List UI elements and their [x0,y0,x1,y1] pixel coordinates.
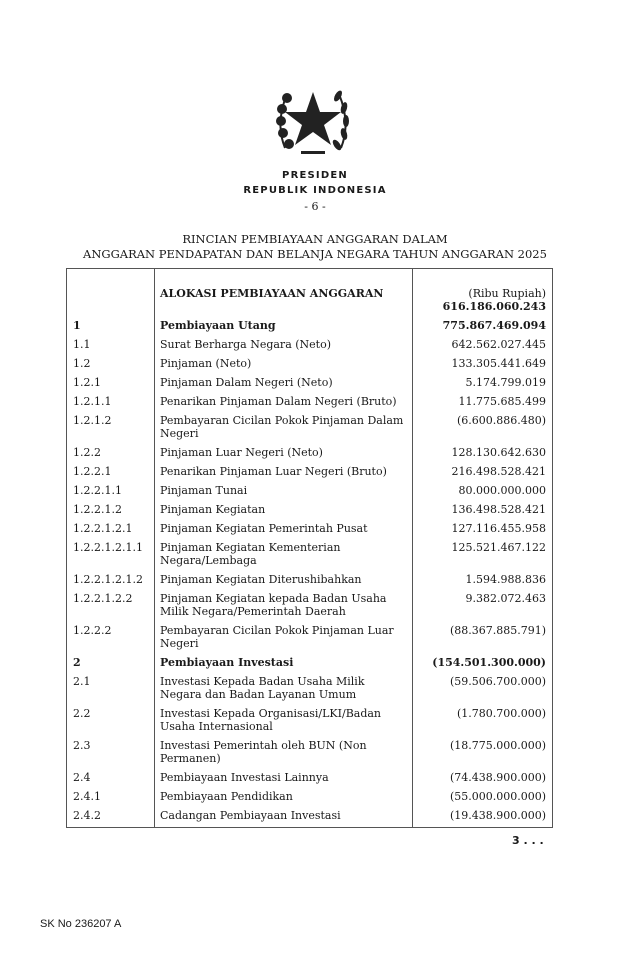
row-desc: Pinjaman Kegiatan Pemerintah Pusat [155,521,413,540]
row-value: 136.498.528.421 [413,502,553,521]
row-code: 2.4.2 [67,808,155,828]
row-code: 1.2.2.1.2.2 [67,591,155,623]
row-code: 1 [67,318,155,337]
row-desc: Pinjaman Kegiatan kepada Badan Usaha Milik Negara/Pemerintah Daerah [155,591,413,623]
table-row [67,337,553,356]
row-desc: Pembiayaan Utang [155,318,413,337]
table-row [67,464,553,483]
row-value: 133.305.441.649 [413,356,553,375]
row-value: (154.501.300.000) [413,655,553,674]
garuda-star-emblem-icon [271,78,355,162]
sk-number: SK No 236207 A [40,918,122,930]
row-desc: Pinjaman Dalam Negeri (Neto) [155,375,413,394]
header-republic: REPUBLIK INDONESIA [243,185,387,196]
row-code: 1.2.1.1 [67,394,155,413]
row-value: (59.506.700.000) [413,674,553,706]
row-value: (1.780.700.000) [413,706,553,738]
page-number: - 6 - [304,200,326,213]
row-desc: Pembiayaan Investasi [155,655,413,674]
row-code: 1.2.1 [67,375,155,394]
row-value: 9.382.072.463 [413,591,553,623]
table-row [67,502,553,521]
table-row [67,375,553,394]
row-desc: Investasi Kepada Badan Usaha Milik Negara dan Badan Layanan Umum [155,674,413,706]
row-code: 1.2.2.1.2 [67,502,155,521]
row-desc: Pinjaman Kegiatan [155,502,413,521]
row-desc: Cadangan Pembiayaan Investasi [155,808,413,828]
table-row [67,770,553,789]
row-code: 2.4.1 [67,789,155,808]
table-row [67,591,553,623]
row-desc: Pembiayaan Pendidikan [155,789,413,808]
row-value: (19.438.900.000) [413,808,553,828]
table-unit: (Ribu Rupiah) [468,287,546,300]
row-desc: Pembayaran Cicilan Pokok Pinjaman Luar Negeri [155,623,413,655]
table-row [67,521,553,540]
table-heading-row [67,269,553,319]
table-row [67,808,553,828]
row-code: 1.2.2.1.2.1.2 [67,572,155,591]
row-value: 216.498.528.421 [413,464,553,483]
row-desc: Pinjaman Kegiatan Diterushibahkan [155,572,413,591]
table-row [67,738,553,770]
row-code: 1.2.2.1.2.1 [67,521,155,540]
row-desc: Penarikan Pinjaman Luar Negeri (Bruto) [155,464,413,483]
table-row [67,674,553,706]
table-row [67,445,553,464]
row-desc: Pembiayaan Investasi Lainnya [155,770,413,789]
row-value: 125.521.467.122 [413,540,553,572]
document-title-line-2: ANGGARAN PENDAPATAN DAN BELANJA NEGARA TAHUN ANGGARAN 2025 [83,247,547,261]
row-value: 775.867.469.094 [413,318,553,337]
row-desc: Penarikan Pinjaman Dalam Negeri (Bruto) [155,394,413,413]
table-row [67,706,553,738]
continuation-marker: 3 . . . [512,834,544,847]
row-desc: Investasi Pemerintah oleh BUN (Non Permanen) [155,738,413,770]
financing-table [66,268,553,828]
row-value: 128.130.642.630 [413,445,553,464]
table-row [67,540,553,572]
row-desc: Pinjaman Tunai [155,483,413,502]
row-value: (6.600.886.480) [413,413,553,445]
table-heading-label: ALOKASI PEMBIAYAAN ANGGARAN [155,269,413,319]
row-desc: Pembayaran Cicilan Pokok Pinjaman Dalam Negeri [155,413,413,445]
table-row [67,789,553,808]
row-value: (18.775.000.000) [413,738,553,770]
row-code: 1.2.2.1.2.1.1 [67,540,155,572]
row-value: 11.775.685.499 [413,394,553,413]
row-value: (88.367.885.791) [413,623,553,655]
table-heading-code [67,269,155,319]
row-code: 2.1 [67,674,155,706]
table-row [67,318,553,337]
row-code: 2 [67,655,155,674]
table-row [67,394,553,413]
row-desc: Pinjaman Luar Negeri (Neto) [155,445,413,464]
row-desc: Surat Berharga Negara (Neto) [155,337,413,356]
row-code: 1.2.2.1.1 [67,483,155,502]
table-row [67,623,553,655]
row-code: 2.4 [67,770,155,789]
row-value: 1.594.988.836 [413,572,553,591]
row-value: 5.174.799.019 [413,375,553,394]
row-value: (74.438.900.000) [413,770,553,789]
row-desc: Pinjaman Kegiatan Kementerian Negara/Lembaga [155,540,413,572]
table-heading-value: 616.186.060.243 [442,300,546,313]
row-code: 2.3 [67,738,155,770]
table-heading-value-cell [413,269,553,319]
row-code: 1.2.2 [67,445,155,464]
row-code: 1.2 [67,356,155,375]
table-row [67,483,553,502]
row-desc: Pinjaman (Neto) [155,356,413,375]
table-row [67,356,553,375]
document-title-line-1: RINCIAN PEMBIAYAAN ANGGARAN DALAM [182,232,448,246]
row-code: 1.2.2.1 [67,464,155,483]
header-president: PRESIDEN [282,170,348,181]
row-value: (55.000.000.000) [413,789,553,808]
financing-table-body [67,269,553,828]
row-code: 1.2.2.2 [67,623,155,655]
row-value: 642.562.027.445 [413,337,553,356]
table-row [67,572,553,591]
row-value: 127.116.455.958 [413,521,553,540]
row-code: 1.1 [67,337,155,356]
table-row [67,413,553,445]
row-code: 2.2 [67,706,155,738]
table-row [67,655,553,674]
row-value: 80.000.000.000 [413,483,553,502]
row-desc: Investasi Kepada Organisasi/LKI/Badan Usaha Internasional [155,706,413,738]
row-code: 1.2.1.2 [67,413,155,445]
